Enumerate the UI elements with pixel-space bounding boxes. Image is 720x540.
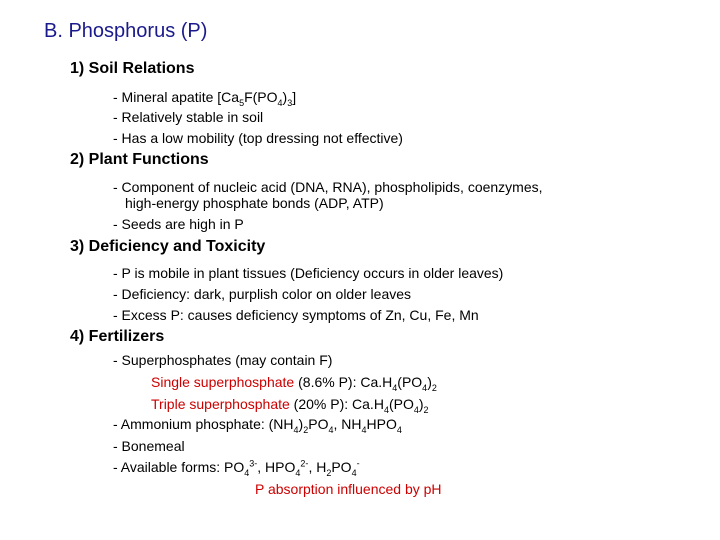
plant-line-seeds: - Seeds are high in P [113,216,244,232]
triple-superphosphate-label: Triple superphosphate [151,396,290,412]
p-absorption-note: P absorption influenced by pH [255,481,442,497]
section-heading-fertilizers: 4) Fertilizers [70,328,165,345]
plant-line-bonds: high-energy phosphate bonds (ADP, ATP) [125,195,384,211]
soil-line-apatite: - Mineral apatite $[Ca_5F(PO_4)_3]$ [113,89,297,108]
section-heading-deficiency-toxicity: 3) Deficiency and Toxicity [70,238,266,255]
fertilizer-line-available-forms: - Available forms: $PO_4^{3-}$, $HPO_4^{2-}$, $H_2PO_4^-$ [113,458,360,478]
soil-line-mobility: - Has a low mobility (top dressing not effective) [113,130,403,146]
soil-line-stable: - Relatively stable in soil [113,109,264,125]
deficiency-line-mobile: - P is mobile in plant tissues (Deficiency occurs in older leaves) [113,265,504,281]
deficiency-line-color: - Deficiency: dark, purplish color on older leaves [113,286,412,302]
deficiency-line-excess: - Excess P: causes deficiency symptoms of Zn, Cu, Fe, Mn [113,307,479,323]
fertilizer-line-bonemeal: - Bonemeal [113,438,185,454]
single-superphosphate-label: Single superphosphate [151,374,295,390]
page-title: B. Phosphorus (P) [44,20,208,42]
fertilizer-line-ammonium: - Ammonium phosphate: $(NH_4)_2PO_4$, $NH_4HPO_4$ [113,416,402,435]
fertilizer-line-single: Single superphosphate (8.6% P): $Ca.H_4(PO_4)_2$ [151,374,437,393]
fertilizer-line-superphosphates: - Superphosphates (may contain F) [113,352,333,368]
section-heading-plant-functions: 2) Plant Functions [70,151,209,168]
section-heading-soil-relations: 1) Soil Relations [70,60,195,77]
plant-line-components: - Component of nucleic acid (DNA, RNA), phospholipids, coenzymes, [113,179,543,195]
fertilizer-line-triple: Triple superphosphate (20% P): $Ca.H_4(PO_4)_2$ [151,396,429,415]
